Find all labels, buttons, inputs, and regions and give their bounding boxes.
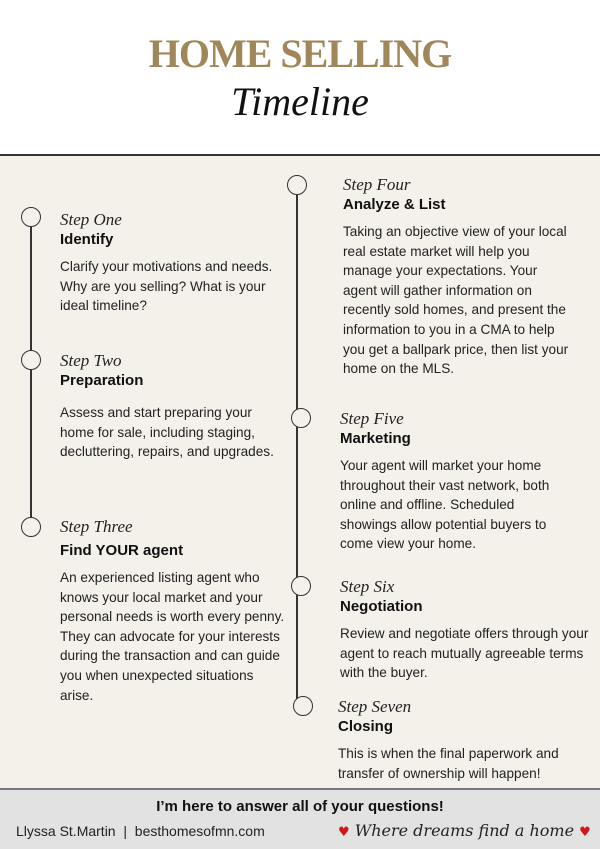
footer-contact: Llyssa St.Martin | besthomesofmn.com [16,823,265,839]
step-title: Marketing [340,430,411,447]
timeline-dot [293,696,313,716]
step-body: Assess and start preparing your home for sale, including staging, decluttering, repairs, and upgrades. [60,405,274,460]
subtitle: Timeline [231,79,369,124]
step-title: Negotiation [340,598,423,615]
step-three [60,517,290,705]
step-label: Step Five [340,409,404,428]
step-one [60,210,285,316]
step-body: Review and negotiate offers through your agent to reach mutually agreeable terms with the buyer. [340,626,589,681]
step-label: Step Two [60,351,122,370]
step-label: Step One [60,210,122,229]
step-body: Clarify your motivations and needs. Why are you selling? What is your ideal timeline? [60,259,273,314]
timeline-dot [21,207,41,227]
step-title: Closing [338,718,393,735]
step-title: Analyze & List [343,196,446,213]
step-seven [338,697,593,783]
footer [0,788,600,849]
timeline-dot [287,175,307,195]
step-label: Step Seven [338,697,412,716]
timeline-dot [21,350,41,370]
step-five [340,409,572,554]
footer-tagline-wrap [338,821,591,840]
timeline-dot [291,576,311,596]
heart-icon: ♥ [579,825,591,840]
step-title: Find YOUR agent [60,542,184,559]
step-title: Identify [60,231,114,248]
step-six [340,577,590,683]
heart-icon: ♥ [338,825,350,840]
title: HOME SELLING [148,31,452,76]
step-label: Step Six [340,577,395,596]
step-label: Step Four [343,175,411,194]
footer-tagline: Where dreams find a home [354,821,575,840]
timeline-dot [291,408,311,428]
timeline-area [0,156,600,788]
step-label: Step Three [60,517,133,536]
step-title: Preparation [60,372,144,389]
step-body: This is when the final paperwork and transfer of ownership will happen! [338,746,559,781]
timeline-line-right [296,184,298,706]
step-four [343,175,573,379]
step-body: Taking an objective view of your local real estate market will help you manage your expectations. Your agent will gather information on recently sold homes, and present the information to you in a CMA to help you get a ballpark price, then list your home on the MLS. [343,224,569,377]
step-body: An experienced listing agent who knows your local market and your personal needs is worth every penny. They can advocate for your interests during the transaction and can guide you when unexpected situations arise. [60,570,285,703]
step-two [60,351,285,462]
timeline-dot [21,517,41,537]
footer-question: I’m here to answer all of your questions! [156,798,444,815]
timeline-line-left [30,218,32,528]
step-body: Your agent will market your home throughout their vast network, both online and offline. Scheduled showings allow potential buyers to come view your home. [340,458,550,552]
